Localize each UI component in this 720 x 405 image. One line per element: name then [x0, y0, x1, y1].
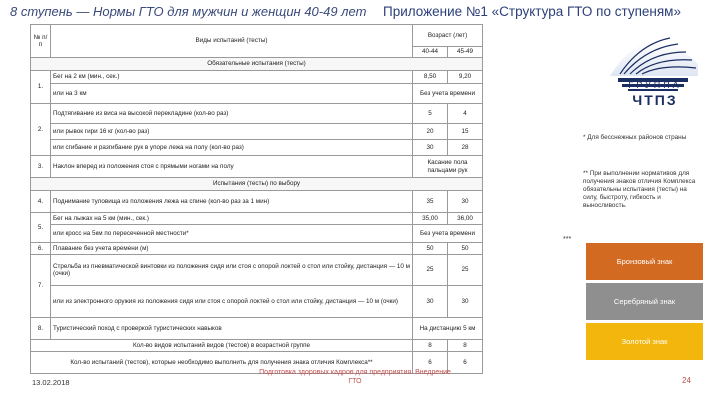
- row-number: 2.: [31, 104, 51, 156]
- section-mandatory: Обязательные испытания (тесты): [31, 58, 483, 71]
- table-row: [31, 225, 483, 243]
- footnote-2: ** При выполнении нормативов для получения знаков отличия Комплекса обязательны испытания (тесты) на силу, быстроту, гибкость и выносливость.: [583, 170, 696, 209]
- age-group-2: 45-49: [448, 47, 483, 58]
- row-number: 6.: [31, 243, 51, 255]
- table-row: [31, 191, 483, 213]
- norm-value: Без учета времени: [413, 225, 483, 243]
- norm-value: 30: [413, 286, 448, 318]
- test-name: или рывок гири 16 кг (кол-во раз): [51, 124, 413, 140]
- logo-line-1: ГРУППА: [628, 80, 682, 90]
- test-name: Туристический поход с проверкой туристических навыков: [51, 318, 413, 340]
- col-age-header: Возраст (лет): [413, 25, 483, 47]
- table-row: [31, 255, 483, 286]
- table-header-row: [31, 25, 483, 47]
- table-row: [31, 286, 483, 318]
- row-number: 4.: [31, 191, 51, 213]
- col-name-header: Виды испытаний (тесты): [51, 25, 413, 58]
- bronze-badge: Бронзовый знак: [586, 243, 703, 280]
- needed-label: Кол-во испытаний (тестов), которые необходимо выполнить для получения знака отличия Комплекса**: [31, 352, 413, 374]
- norm-value: 25: [413, 255, 448, 286]
- test-name: или кросс на 5км по пересеченной местности*: [51, 225, 413, 243]
- footer-text: Подготовка здоровых кадров для предприятия. Внедрение ГТО: [259, 369, 451, 385]
- test-name: Бег на лыжах на 5 км (мин., сек.): [51, 213, 413, 225]
- norm-value: 8: [448, 340, 483, 352]
- norm-value: 8,50: [413, 71, 448, 84]
- norm-value: 25: [448, 255, 483, 286]
- test-name: или на 3 км: [51, 84, 413, 104]
- page-number: 24: [682, 376, 691, 385]
- slide-title: 8 ступень — Нормы ГТО для мужчин и женщин 40-49 лет: [10, 4, 367, 19]
- test-name: Поднимание туловища из положения лежа на спине (кол-во раз за 1 мин): [51, 191, 413, 213]
- norm-value: 6: [448, 352, 483, 374]
- norm-value: Касание пола пальцами рук: [413, 156, 483, 178]
- chtpz-sun-logo-icon: [590, 24, 708, 132]
- row-number: 5.: [31, 213, 51, 243]
- norm-value: 20: [413, 124, 448, 140]
- norm-value: 36,00: [448, 213, 483, 225]
- table-row: [31, 318, 483, 340]
- norm-value: 50: [413, 243, 448, 255]
- table-row: [31, 84, 483, 104]
- row-number: 8.: [31, 318, 51, 340]
- gto-norms-table: [30, 24, 483, 374]
- footnote-3-marker: ***: [563, 236, 572, 243]
- table-row: [31, 243, 483, 255]
- norm-value: 30: [413, 140, 448, 156]
- table-row: [31, 71, 483, 84]
- gold-badge: Золотой знак: [586, 323, 703, 360]
- section-row-mandatory: [31, 58, 483, 71]
- table-row: [31, 340, 483, 352]
- norm-value: 6: [413, 352, 448, 374]
- norm-value: 15: [448, 124, 483, 140]
- norm-value: 30: [448, 191, 483, 213]
- test-name: Наклон вперед из положения стоя с прямыми ногами на полу: [51, 156, 413, 178]
- silver-badge: Серебряный знак: [586, 283, 703, 320]
- norm-value: На дистанцию 5 км: [413, 318, 483, 340]
- test-name: Бег на 2 км (мин., сек.): [51, 71, 413, 84]
- test-name: Стрельба из пневматической винтовки из положения сидя или стоя с опорой локтей о стол или стойку, дистанция — 10 м (очки): [51, 255, 413, 286]
- col-num-header: № п/п: [31, 25, 51, 58]
- norm-value: 5: [413, 104, 448, 124]
- table-row: [31, 140, 483, 156]
- test-name: или сгибание и разгибание рук в упоре лежа на полу (кол-во раз): [51, 140, 413, 156]
- appendix-title: Приложение №1 «Структура ГТО по ступеням»: [383, 4, 681, 19]
- logo-text: [605, 80, 705, 108]
- count-label: Кол-во видов испытаний видов (тестов) в возрастной группе: [31, 340, 413, 352]
- age-group-1: 40-44: [413, 47, 448, 58]
- norm-value: 8: [413, 340, 448, 352]
- table-row: [31, 156, 483, 178]
- test-name: Плавание без учета времени (м): [51, 243, 413, 255]
- norm-value: 28: [448, 140, 483, 156]
- section-row-optional: [31, 178, 483, 191]
- norm-value: Без учета времени: [413, 84, 483, 104]
- row-number: 3.: [31, 156, 51, 178]
- norm-value: 9,20: [448, 71, 483, 84]
- row-number: 1.: [31, 71, 51, 104]
- test-name: или из электронного оружия из положения сидя или стоя с опорой локтей о стол или стойку, дистанция — 10 м (очки): [51, 286, 413, 318]
- test-name: Подтягивание из виса на высокой перекладине (кол-во раз): [51, 104, 413, 124]
- footnote-1: * Для бесснежных районов страны: [583, 134, 687, 141]
- slide-date: 13.02.2018: [32, 378, 70, 387]
- norm-value: 35: [413, 191, 448, 213]
- table-row: [31, 213, 483, 225]
- section-optional: Испытания (тесты) по выбору: [31, 178, 483, 191]
- logo-line-2: ЧТПЗ: [632, 92, 678, 108]
- norm-value: 50: [448, 243, 483, 255]
- norm-value: 30: [448, 286, 483, 318]
- table-row: [31, 104, 483, 124]
- norm-value: 4: [448, 104, 483, 124]
- norm-value: 35,00: [413, 213, 448, 225]
- table-row: [31, 124, 483, 140]
- row-number: 7.: [31, 255, 51, 318]
